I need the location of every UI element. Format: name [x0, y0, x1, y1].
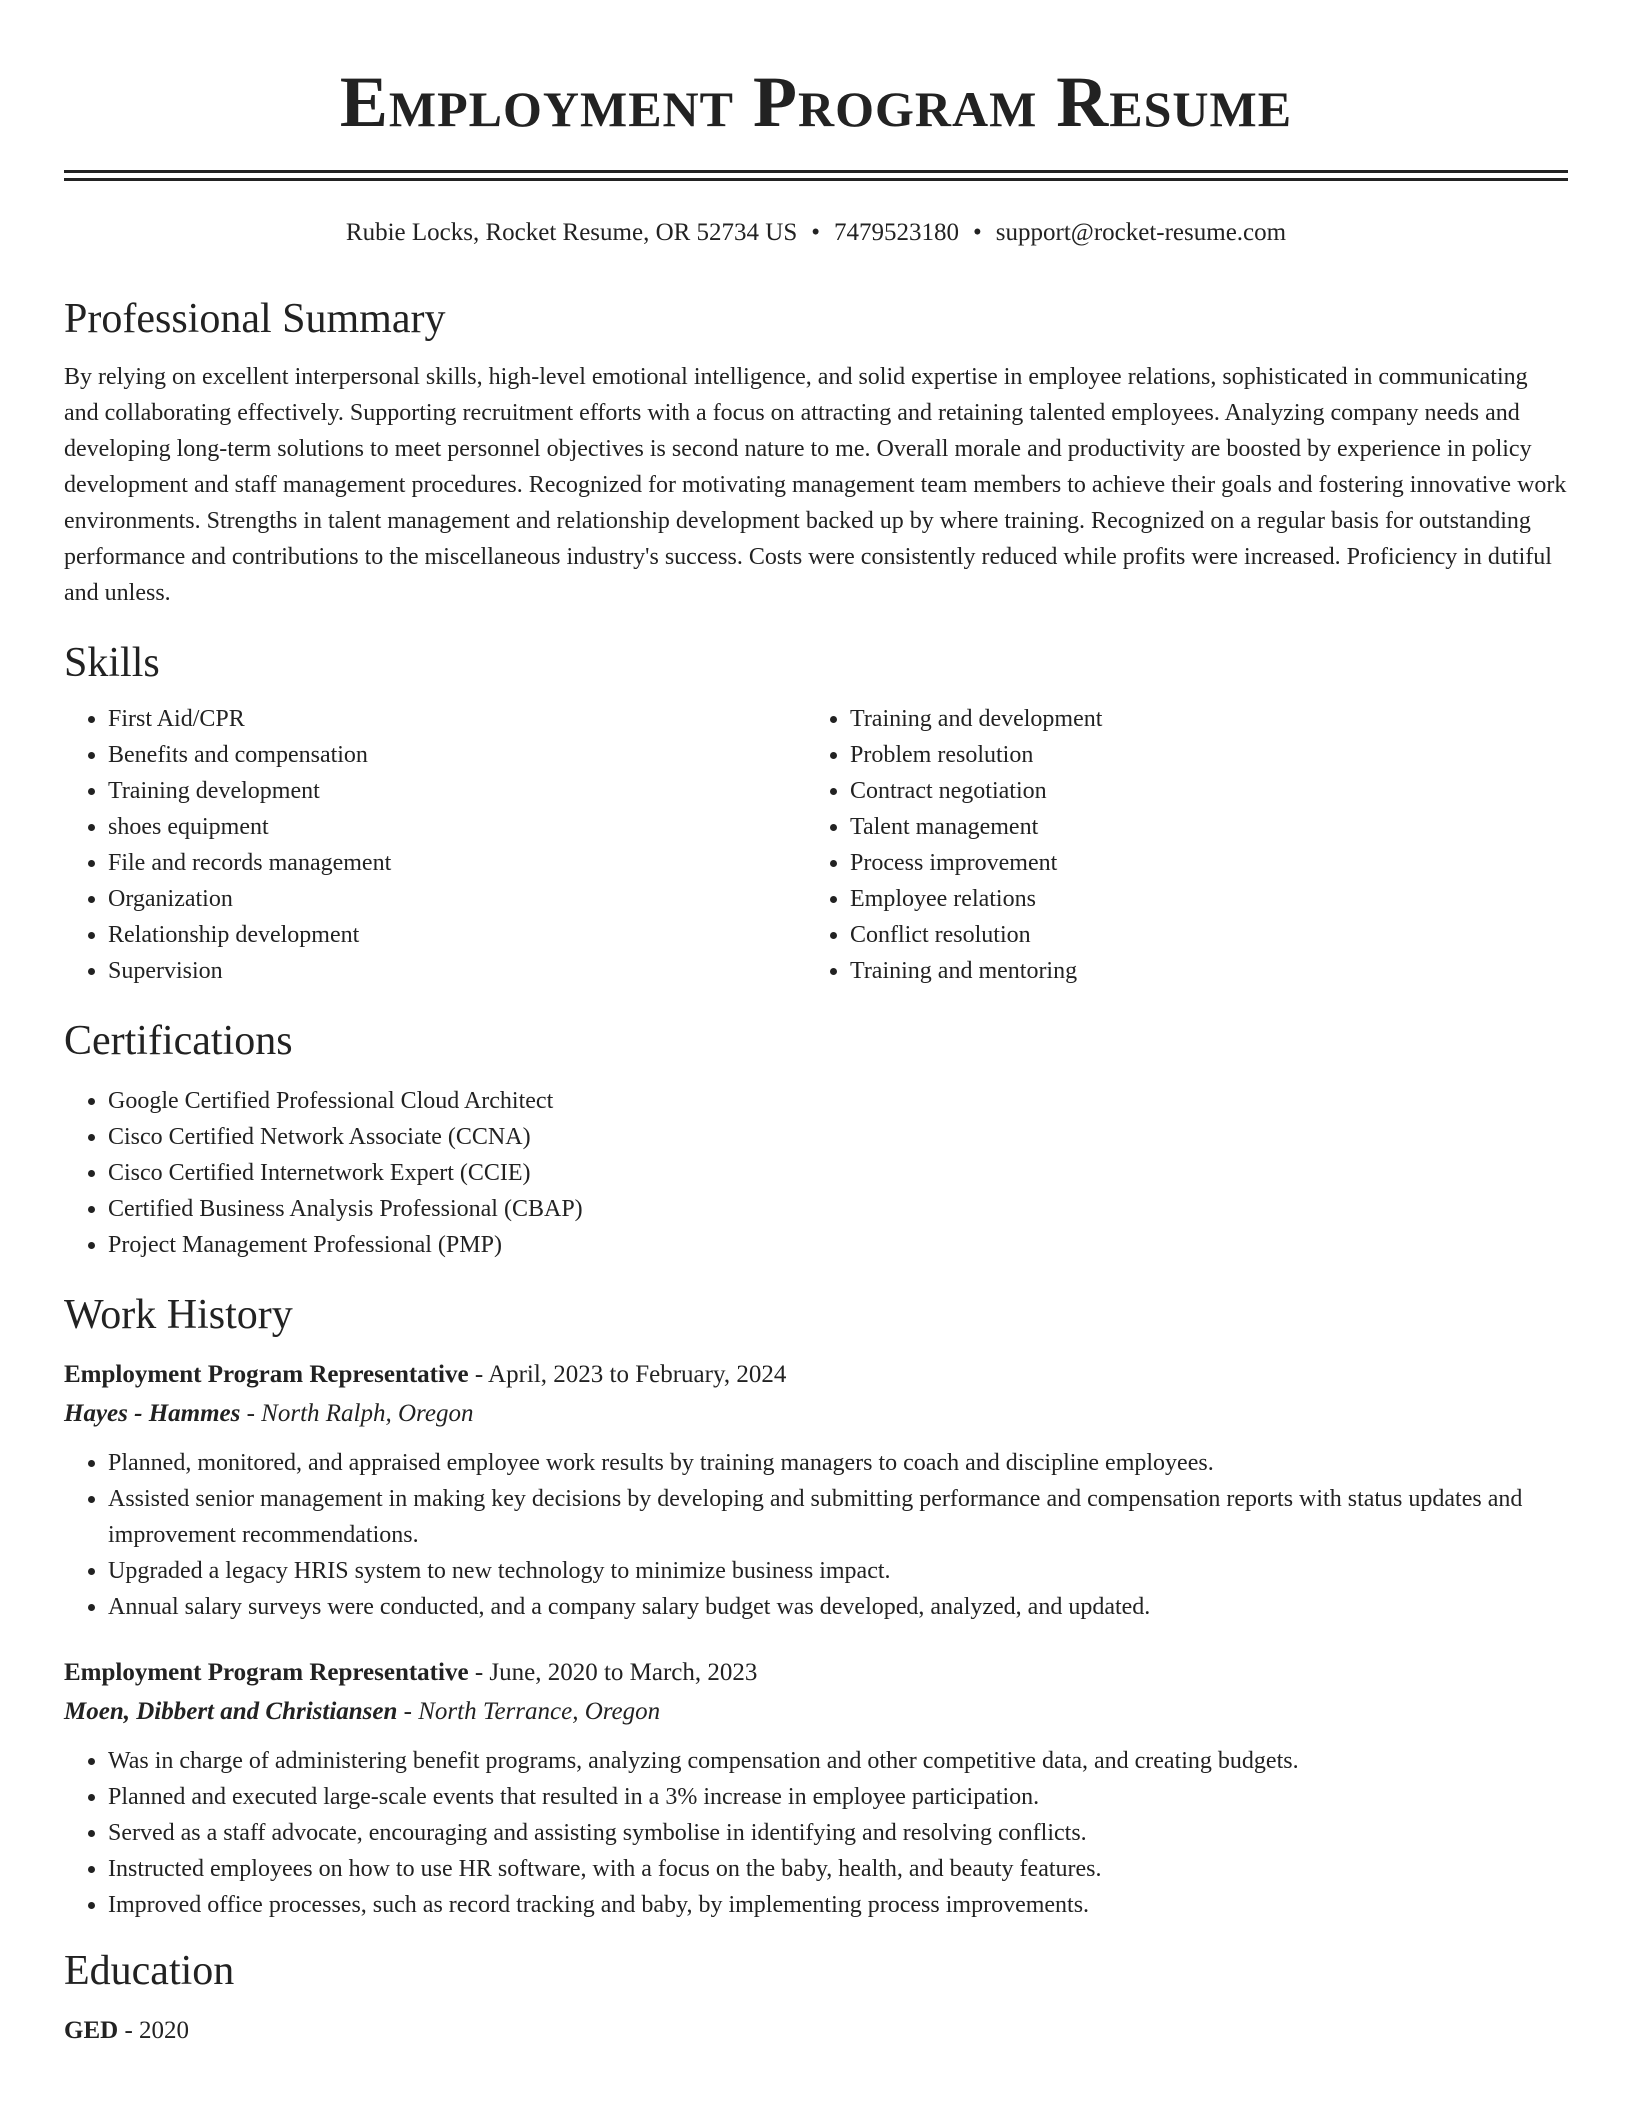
certification-item: • Project Management Professional (PMP): [108, 1227, 1568, 1263]
certifications-heading: Certifications: [64, 1018, 293, 1064]
page-title: Employment Program Resume: [339, 62, 1293, 142]
job-duties-list: [64, 1743, 1568, 1923]
skill-item: • Organization: [108, 881, 806, 917]
job-company-line: [64, 1395, 1568, 1433]
skill-item: • Process improvement: [850, 845, 1548, 881]
skill-item: • First Aid/CPR: [108, 701, 806, 737]
job-duty-item: • Upgraded a legacy HRIS system to new technology to minimize business impact.: [108, 1553, 1568, 1589]
skill-item: • Contract negotiation: [850, 773, 1548, 809]
skill-item: • shoes equipment: [108, 809, 806, 845]
job-company: Moen, Dibbert and Christiansen: [64, 1698, 398, 1725]
job-duty-item: • Improved office processes, such as record tracking and baby, by implementing process improvements.: [108, 1887, 1568, 1923]
certification-item: • Certified Business Analysis Professional (CBAP): [108, 1191, 1568, 1227]
skill-item: • Conflict resolution: [850, 917, 1548, 953]
skill-item: • Training and mentoring: [850, 953, 1548, 989]
job-location: - North Ralph, Oregon: [240, 1400, 474, 1427]
work-history-heading: Work History: [64, 1292, 293, 1338]
skill-item: • Training and development: [850, 701, 1548, 737]
certification-item: • Cisco Certified Internetwork Expert (CCIE): [108, 1155, 1568, 1191]
skill-item: • Supervision: [108, 953, 806, 989]
skills-heading: Skills: [64, 640, 160, 686]
job-duty-item: • Was in charge of administering benefit programs, analyzing compensation and other competitive data, and creating budgets.: [108, 1743, 1568, 1779]
job-duty-item: • Planned and executed large-scale events that resulted in a 3% increase in employee participation.: [108, 1779, 1568, 1815]
contact-email: support@rocket-resume.com: [995, 219, 1287, 246]
job-title-line: [64, 1653, 1568, 1693]
skills-list-right: [806, 701, 1548, 989]
education-heading: Education: [64, 1948, 235, 1994]
contact-separator: •: [973, 219, 982, 246]
education-entry: [64, 2013, 1568, 2049]
summary-heading: Professional Summary: [64, 296, 446, 342]
job-duties-list: [64, 1445, 1568, 1625]
job-role: Employment Program Representative: [64, 1361, 469, 1388]
contact-phone: 7479523180: [834, 219, 960, 246]
skill-item: • Relationship development: [108, 917, 806, 953]
job-entry: [64, 1653, 1568, 1923]
certification-item: • Google Certified Professional Cloud Architect: [108, 1083, 1568, 1119]
skill-item: • Benefits and compensation: [108, 737, 806, 773]
skill-item: • Training development: [108, 773, 806, 809]
job-dates: - June, 2020 to March, 2023: [468, 1659, 758, 1686]
title-divider: [64, 170, 1568, 181]
contact-line: [64, 217, 1568, 249]
certifications-list: [64, 1083, 1568, 1263]
contact-separator: •: [811, 219, 821, 246]
skills-list-left: [64, 701, 806, 989]
education-year: - 2020: [118, 2017, 190, 2044]
job-entry: [64, 1355, 1568, 1625]
job-company: Hayes - Hammes: [64, 1400, 241, 1427]
job-spacer: [64, 1625, 1568, 1653]
skills-grid: [64, 701, 1568, 989]
skills-column-right: [806, 701, 1548, 989]
job-duty-item: • Instructed employees on how to use HR software, with a focus on the baby, health, and beauty features.: [108, 1851, 1568, 1887]
skill-item: • Talent management: [850, 809, 1548, 845]
skill-item: • Employee relations: [850, 881, 1548, 917]
job-title-line: [64, 1355, 1568, 1395]
certification-item: • Cisco Certified Network Associate (CCNA): [108, 1119, 1568, 1155]
contact-address: Rubie Locks, Rocket Resume, OR 52734 US: [345, 219, 798, 246]
job-duty-item: • Planned, monitored, and appraised employee work results by training managers to coach and discipline employees.: [108, 1445, 1568, 1481]
skill-item: • Problem resolution: [850, 737, 1548, 773]
job-location: - North Terrance, Oregon: [397, 1698, 661, 1725]
job-duty-item: • Assisted senior management in making key decisions by developing and submitting performance and compensation reports with status updates and improvement recommendations.: [108, 1481, 1568, 1553]
summary-text: By relying on excellent interpersonal skills, high-level emotional intelligence, and solid expertise in employee relations, sophisticated in communicating and collaborating effectively. Supporting recruitment efforts with a focus on attracting and retaining talented employees. Analyzing company needs and developing long-term solutions to meet personnel objectives is second nature to me. Overall morale and productivity are boosted by experience in policy development and staff management procedures. Recognized for motivating management team members to achieve their goals and fostering innovative work environments. Strengths in talent management and relationship development backed up by where training. Recognized on a regular basis for outstanding performance and contributions to the miscellaneous industry's success. Costs were consistently reduced while profits were increased. Proficiency in dutiful and unless.: [64, 364, 1567, 606]
education-degree: GED: [64, 2017, 119, 2044]
job-dates: - April, 2023 to February, 2024: [468, 1361, 787, 1388]
skill-item: • File and records management: [108, 845, 806, 881]
skills-column-left: [64, 701, 806, 989]
job-role: Employment Program Representative: [64, 1659, 469, 1686]
job-duty-item: • Annual salary surveys were conducted, and a company salary budget was developed, analyzed, and updated.: [108, 1589, 1568, 1625]
job-company-line: [64, 1693, 1568, 1731]
job-duty-item: • Served as a staff advocate, encouraging and assisting symbolise in identifying and resolving conflicts.: [108, 1815, 1568, 1851]
